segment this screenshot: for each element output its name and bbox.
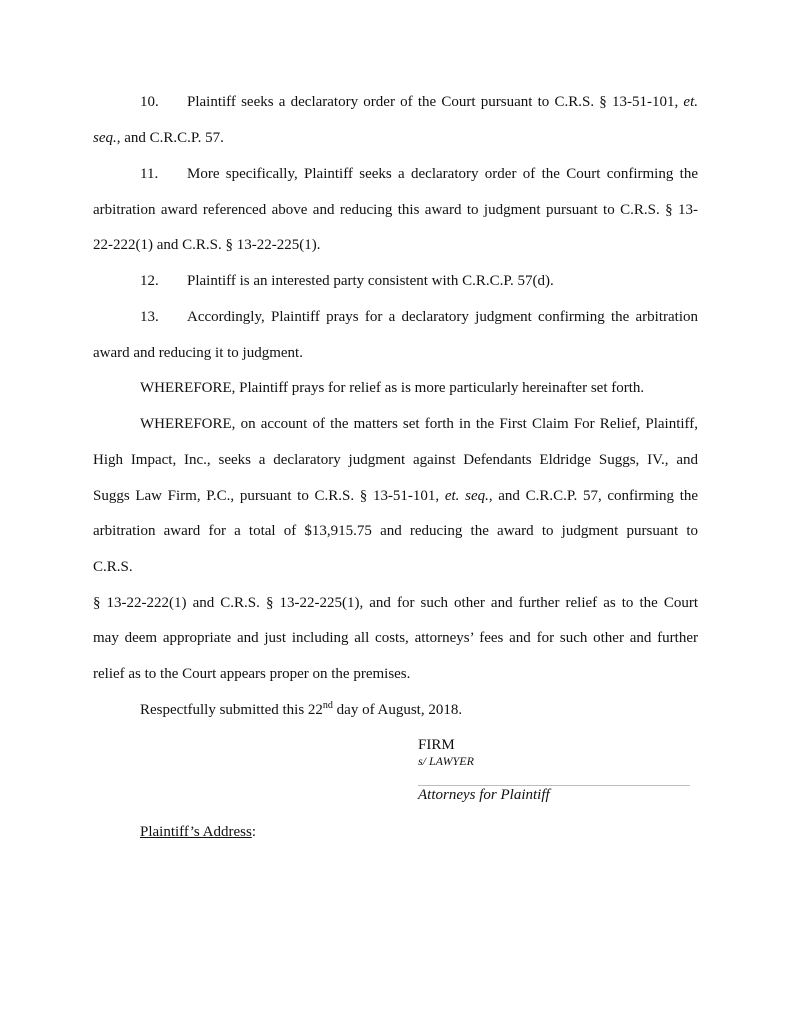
wherefore-clause-2-line-6: § 13-22-222(1) and C.R.S. § 13-22-225(1), and for such other and further relief as to the Court xyxy=(93,595,698,611)
paragraph-13-line-1: 13. Accordingly, Plaintiff prays for a declaratory judgment confirming the arbitration xyxy=(140,309,698,325)
wherefore-clause-2-line-1: WHEREFORE, on account of the matters set forth in the First Claim For Relief, Plaintiff, xyxy=(140,416,698,432)
paragraph-number: 12. xyxy=(140,273,159,289)
paragraph-11-line-1: 11. More specifically, Plaintiff seeks a declaratory order of the Court confirming the xyxy=(140,166,698,182)
paragraph-11-line-3: 22-222(1) and C.R.S. § 13-22-225(1). xyxy=(93,237,321,253)
paragraph-11-line-2: arbitration award referenced above and reducing this award to judgment pursuant to C.R.S. § 13- xyxy=(93,202,698,218)
wherefore-clause-2-line-2: High Impact, Inc., seeks a declaratory judgment against Defendants Eldridge Suggs, IV., and xyxy=(93,452,698,468)
wherefore-clause-2-line-3: Suggs Law Firm, P.C., pursuant to C.R.S. § 13-51-101, et. seq., and C.R.C.P. 57, confirming the xyxy=(93,488,699,504)
paragraph-12-line-1: 12. Plaintiff is an interested party consistent with C.R.C.P. 57(d). xyxy=(140,273,554,289)
wherefore-clause-2-line-4: arbitration award for a total of $13,915.75 and reducing the award to judgment pursuant to xyxy=(93,523,698,539)
signature-electronic: s/ LAWYER xyxy=(418,754,474,768)
paragraph-number: 10. xyxy=(140,94,159,110)
wherefore-clause-2-line-8: relief as to the Court appears proper on the premises. xyxy=(93,666,411,682)
signature-firm-name: FIRM xyxy=(418,737,455,753)
wherefore-clause-1: WHEREFORE, Plaintiff prays for relief as is more particularly hereinafter set forth. xyxy=(140,380,645,396)
paragraph-number: 13. xyxy=(140,309,159,325)
paragraph-10-line-2: seq., and C.R.C.P. 57. xyxy=(93,130,224,146)
paragraph-number: 11. xyxy=(140,166,159,182)
paragraph-13-line-2: award and reducing it to judgment. xyxy=(93,345,303,361)
wherefore-clause-2-line-5: C.R.S. xyxy=(93,559,133,575)
wherefore-clause-2-line-7: may deem appropriate and just including all costs, attorneys’ fees and for such other and further xyxy=(93,630,698,646)
submission-date-line: Respectfully submitted this 22nd day of August, 2018. xyxy=(140,700,463,718)
plaintiff-address-label: Plaintiff’s Address: xyxy=(140,824,256,840)
paragraph-10-line-1: 10. Plaintiff seeks a declaratory order of the Court pursuant to C.R.S. § 13-51-101, et. xyxy=(140,94,698,110)
signature-role: Attorneys for Plaintiff xyxy=(418,787,550,803)
